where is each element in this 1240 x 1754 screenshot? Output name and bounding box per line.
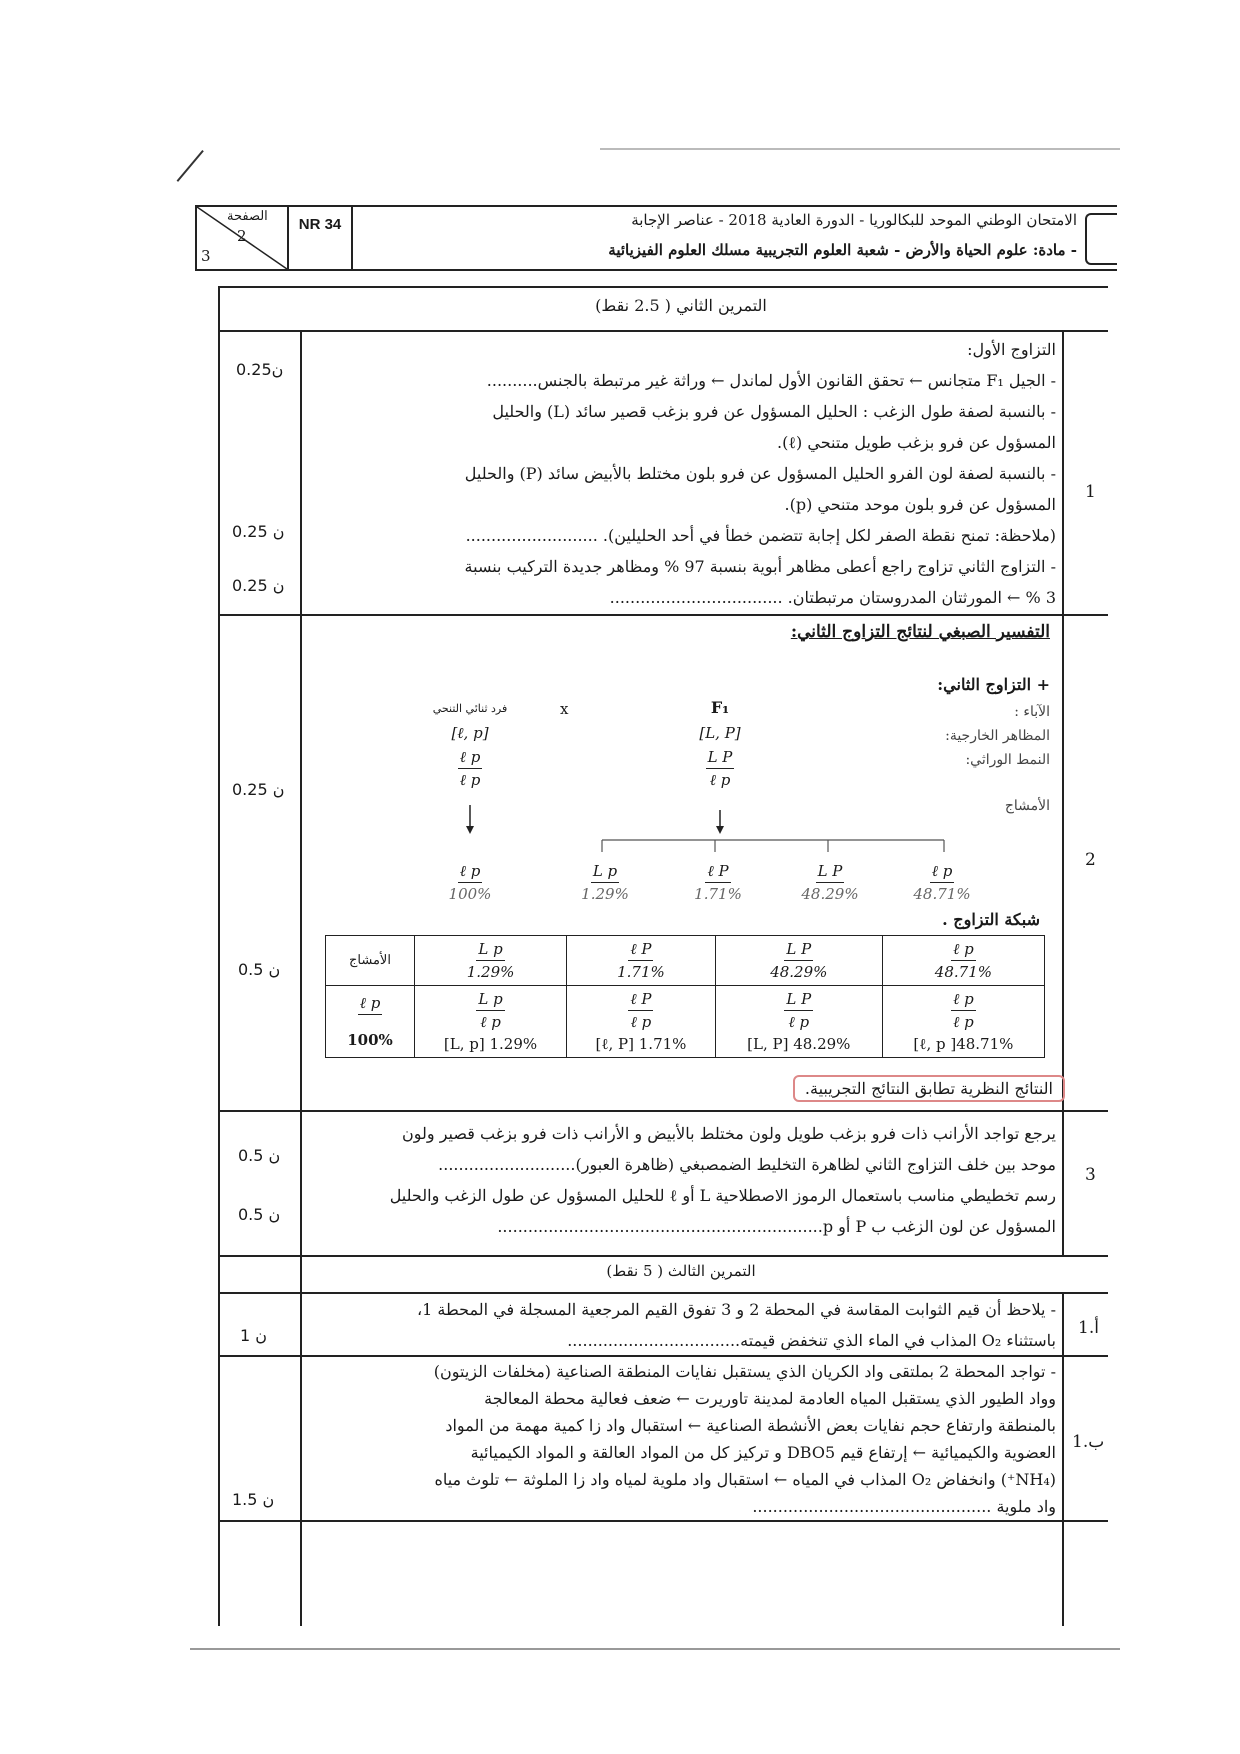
q2-score: 0.5 ن (238, 960, 281, 979)
grid-cell (715, 986, 882, 1058)
gamete-genotype: L P (816, 860, 845, 883)
q3-line: رسم تخطيطي مناسب باستعمال الرموز الاصطلاحية L أو ℓ للحليل المسؤول عن طول الزغب والحليل (389, 1186, 1056, 1205)
rule (218, 286, 220, 1626)
gamete-percent: 1.71% (694, 885, 742, 903)
rule (218, 1520, 1108, 1522)
q1-score: 0.25ن (236, 360, 284, 379)
q1b-answer (310, 1358, 1056, 1520)
q1a-number: 1.أ (1078, 1318, 1099, 1338)
gamete-genotype: ℓ p (458, 860, 483, 883)
q1a-line: باستثناء O₂ المذاب في الماء الذي تنخفض قيمته.................................. (567, 1331, 1056, 1350)
exercise3-title: التمرين الثالث ( 5 نقط) (606, 1262, 756, 1280)
q2-number: 2 (1085, 850, 1096, 870)
row-label: الأمشاج (1004, 798, 1050, 814)
q3-line: المسؤول عن لون الزغب ب P أو p................................................................ (497, 1217, 1056, 1236)
cell-bottom: ℓ p (480, 1013, 501, 1031)
q1-line: المسؤول عن فرو بلون موحد متنحي (p). (784, 495, 1056, 514)
parent2-phenotype: [ℓ, p] (451, 724, 489, 742)
cell-result: [L, P] 48.29% (747, 1035, 851, 1053)
row-label: النمط الوراثي: (965, 752, 1050, 768)
gamete-genotype: L P (784, 938, 813, 961)
q2-title: التفسير الصبغي لنتائج التزاوج الثاني: (790, 622, 1050, 642)
parent1-label: F₁ (710, 698, 730, 717)
q3-score: 0.5 ن (238, 1205, 281, 1224)
q1a-answer (310, 1294, 1056, 1356)
q1b-line: - تواجد المحطة 2 بملتقى واد الكريان الذي يستقبل نفايات المنطقة الصناعية (مخلفات الزيتون) (433, 1362, 1056, 1381)
q1b-line: وواد الطيور الذي يستقبل المياه العادمة لمدينة تاوريرت ← ضعف فعالية محطة المعالجة (484, 1389, 1056, 1408)
q1b-line: العضوية والكيميائية ← إرتفاع قيم DBO5 و تركيز كل من المواد العالقة و المواد الكيميائية (470, 1443, 1056, 1462)
header-line1: الامتحان الوطني الموحد للبكالوريا - الدورة العادية 2018 - عناصر الإجابة (631, 211, 1077, 229)
q3-score: 0.5 ن (238, 1146, 281, 1165)
q1-line: - بالنسبة لصفة طول الزغب : الحليل المسؤول عن فرو بزغب قصير سائد (L) والحليل (492, 402, 1056, 421)
q1b-number: 1.ب (1072, 1432, 1105, 1452)
grid-title: شبكة التزاوج . (942, 910, 1040, 929)
parent1-phenotype: [L, P] (699, 724, 741, 742)
grid-cell (882, 986, 1044, 1058)
cell-top: ℓ p (951, 988, 976, 1011)
grid-col-header (415, 936, 567, 986)
chromosome-top: ℓ p (458, 746, 483, 769)
q1-score: 0.25 ن (232, 576, 285, 595)
gamete-percent: 1.29% (466, 963, 515, 981)
header-line2: - مادة: علوم الحياة والأرض - شعبة العلوم التجريبية مسلك العلوم الفيزيائية (608, 241, 1077, 259)
gamete-percent: 48.29% (801, 885, 859, 903)
q1-line: المسؤول عن فرو بزغب طويل متنحي (ℓ). (777, 433, 1056, 452)
grid-row-header (326, 986, 415, 1058)
cell-bottom: ℓ p (630, 1013, 652, 1031)
cell-result: [ℓ, p ]48.71% (913, 1035, 1014, 1053)
q1a-line: - يلاحظ أن قيم الثوابت المقاسة في المحطة 2 و 3 تفوق القيم المرجعية المسجلة في المحطة 1، (416, 1300, 1056, 1319)
page-header (195, 205, 1117, 271)
q1-line: - التزاوج الثاني تزاوج راجع أعطى مظاهر أبوية بنسبة 97 % ومظاهر جديدة التركيب بنسبة (464, 557, 1056, 576)
q2-score: 0.25 ن (232, 780, 285, 799)
q1-line: 3 % ← المورثتان المدروستان مرتبطتان. .................................. (609, 588, 1056, 607)
grid-cell (415, 986, 567, 1058)
scan-artifact-line (177, 150, 204, 182)
parent2-label: فرد ثنائي التنحي (432, 702, 508, 715)
gamete-p2 (430, 860, 510, 905)
gamete-genotype: L p (476, 938, 504, 961)
gamete-arrows (430, 800, 990, 860)
parent1-genotype (680, 746, 760, 791)
gamete-percent: 48.29% (770, 963, 828, 981)
q1b-line: (NH₄⁺) وانخفاض O₂ المذاب في المياه ← استقبال واد ملوية لمياه واد زا الملوثة ← تلوث مياه (434, 1470, 1056, 1489)
q3-answer (310, 1118, 1056, 1242)
conclusion-box: النتائج النظرية تطابق النتائج التجريبية. (793, 1075, 1065, 1102)
cell-top: L P (784, 988, 813, 1011)
rule (218, 330, 1108, 332)
gamete-p1 (678, 860, 758, 905)
cell-top: ℓ P (628, 988, 653, 1011)
gamete-genotype: ℓ p (358, 992, 383, 1015)
gamete-p1 (902, 860, 982, 905)
grid-col-header (715, 936, 882, 986)
gamete-genotype: ℓ p (930, 860, 955, 883)
page-num: 2 (237, 227, 247, 245)
q1-number: 1 (1085, 482, 1096, 502)
exercise2-title: التمرين الثاني ( 2.5 نقط) (595, 296, 767, 315)
scan-artifact-top (600, 148, 1120, 150)
row-label: المظاهر الخارجية: (945, 728, 1050, 744)
q1-score: 0.25 ن (232, 522, 285, 541)
header-right-mark (1085, 213, 1117, 265)
q1-line: - الجيل F₁ متجانس ← تحقق القانون الأول لماندل ← وراثة غير مرتبطة بالجنس.......... (486, 371, 1056, 390)
grid-row (326, 986, 1045, 1058)
gamete-percent: 48.71% (913, 885, 971, 903)
gamete-percent: 100% (448, 885, 492, 903)
rule (1062, 1292, 1064, 1626)
gamete-genotype: L p (591, 860, 619, 883)
q1-line: التزاوج الأول: (967, 340, 1056, 359)
rule (1062, 330, 1064, 1255)
grid-col-header (882, 936, 1044, 986)
q1b-score: 1.5 ن (232, 1490, 275, 1509)
q1a-score: 1 ن (240, 1326, 268, 1345)
q3-line: يرجع تواجد الأرانب ذات فرو بزغب طويل ولون مختلط بالأبيض و الأرانب ذات فرو بزغب قصير ولون (402, 1124, 1056, 1143)
gamete-genotype: ℓ P (705, 860, 730, 883)
chromosome-bottom: ℓ p (709, 771, 731, 789)
rule (218, 286, 1108, 288)
q1-answer (310, 334, 1056, 613)
q3-number: 3 (1085, 1165, 1096, 1185)
parent2-genotype (430, 746, 510, 791)
chromosome-bottom: ℓ p (459, 771, 481, 789)
cell-result: [ℓ, P] 1.71% (595, 1035, 687, 1053)
cross-symbol: x (560, 700, 569, 718)
q1b-line: بالمنطقة وارتفاع حجم نفايات بعض الأنشطة الصناعية ← استقبال واد زا كمية مهمة من المواد (445, 1416, 1056, 1435)
page-total: 3 (201, 247, 211, 265)
page-label: الصفحة (227, 209, 268, 224)
gamete-percent: 1.29% (581, 885, 629, 903)
q1b-line: واد ملوية ............................................... (752, 1497, 1056, 1516)
cell-result: [L, p] 1.29% (443, 1035, 538, 1053)
exam-code: NR 34 (289, 207, 353, 269)
grid-corner: الأمشاج (326, 936, 415, 986)
gamete-percent: 48.71% (934, 963, 992, 981)
rule (218, 1255, 1108, 1257)
punnett-grid (325, 935, 1045, 1058)
grid-col-header (567, 936, 716, 986)
rule (300, 330, 302, 1626)
cell-bottom: ℓ p (788, 1013, 810, 1031)
cell-top: L p (476, 988, 504, 1011)
cross-title: + التزاوج الثاني: (937, 675, 1050, 694)
gamete-percent: 100% (347, 1031, 393, 1049)
chromosome-top: L P (706, 746, 735, 769)
grid-header-row (326, 936, 1045, 986)
cell-bottom: ℓ p (953, 1013, 974, 1031)
grid-cell (567, 986, 716, 1058)
q3-line: موحد بين خلف التزاوج الثاني لظاهرة التخليط الضمصبغي (ظاهرة العبور)........................... (438, 1155, 1056, 1174)
row-label: الآباء : (1014, 704, 1050, 720)
q1-line: - بالنسبة لصفة لون الفرو الحليل المسؤول عن فرو بلون مختلط بالأبيض سائد (P) والحليل (464, 464, 1056, 483)
q1-line: (ملاحظة: تمنح نقطة الصفر لكل إجابة تتضمن خطأ في أحد الحليلين). .......................... (465, 526, 1056, 545)
rule (218, 614, 1108, 616)
gamete-genotype: ℓ p (951, 938, 976, 961)
gamete-p1 (790, 860, 870, 905)
gamete-percent: 1.71% (617, 963, 665, 981)
gamete-genotype: ℓ P (628, 938, 653, 961)
rule (218, 1110, 1108, 1112)
gamete-p1 (565, 860, 645, 905)
page-number-box (197, 207, 289, 269)
scan-artifact-bottom (190, 1648, 1120, 1650)
